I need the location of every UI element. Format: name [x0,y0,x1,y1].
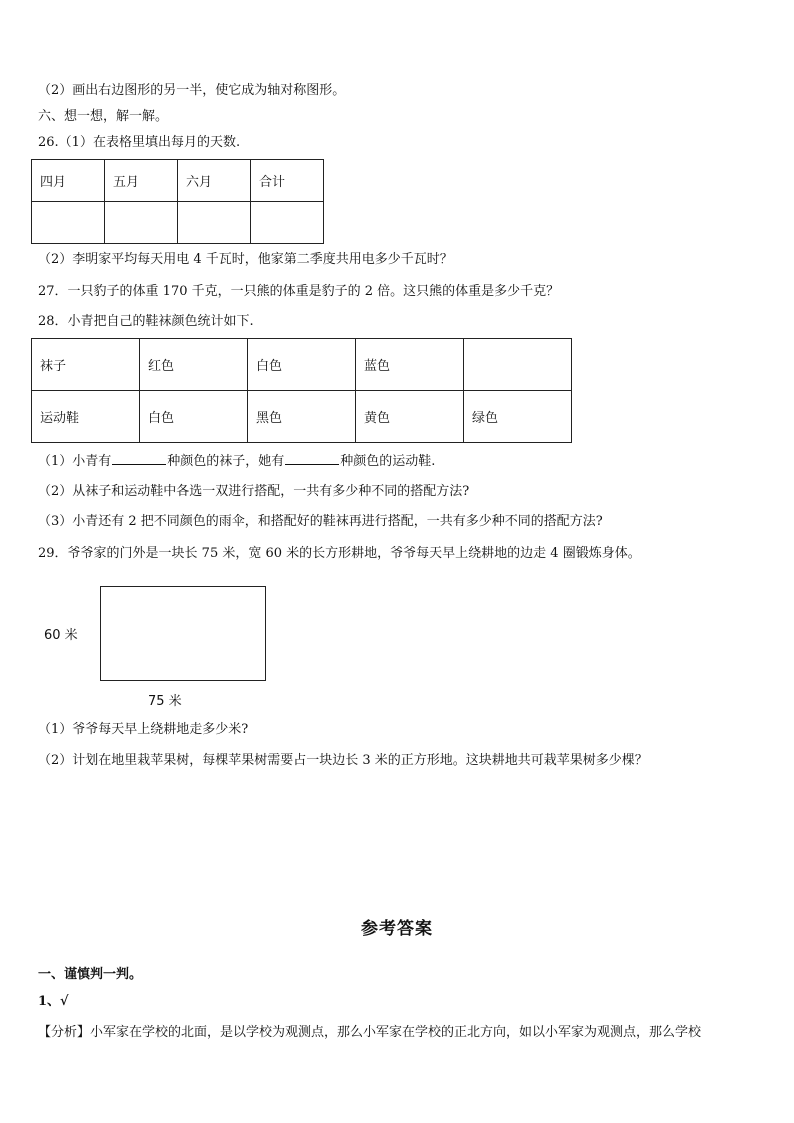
answer-item-1: 1、√ [38,994,69,1009]
table-header-june: 六月 [178,160,251,202]
q28-color-table [31,338,572,443]
q25-part2: （2）画出右边图形的另一半，使它成为轴对称图形。 [38,83,346,98]
table-cell-may-days[interactable] [105,202,178,244]
q29-part1: （1）爷爷每天早上绕耕地走多少米? [38,722,249,737]
row-label-sneakers: 运动鞋 [32,391,140,443]
table-row [32,339,572,391]
answer-analysis: 【分析】小军家在学校的北面，是以学校为观测点，那么小军家在学校的正北方向，如以小军家为观测点，那么学校 [38,1025,702,1040]
farmland-rectangle [100,586,266,681]
table-cell: 黑色 [248,391,356,443]
table-cell-total-days[interactable] [251,202,324,244]
length-label: 75 米 [148,694,182,709]
table-cell: 红色 [140,339,248,391]
table-header-april: 四月 [32,160,105,202]
table-row [32,391,572,443]
q28-part1-text-b: 种颜色的袜子，她有 [167,454,285,469]
q28-part1-text-a: （1）小青有 [38,454,112,469]
table-cell: 黄色 [356,391,464,443]
row-label-socks: 袜子 [32,339,140,391]
table-cell [464,339,572,391]
q26-prompt: 26.（1）在表格里填出每月的天数. [38,135,241,150]
table-cell: 白色 [140,391,248,443]
q27-text: 27．一只豹子的体重 170 千克，一只熊的体重是豹子的 2 倍。这只熊的体重是多少千克？ [38,284,560,299]
q29-prompt: 29．爷爷家的门外是一块长 75 米，宽 60 米的长方形耕地，爷爷每天早上绕耕地的边走 4 圈锻炼身体。 [38,546,641,561]
q28-part1 [38,452,435,471]
answer-blank-sneakers[interactable] [285,452,339,465]
q28-part2: （2）从袜子和运动鞋中各选一双进行搭配，一共有多少种不同的搭配方法? [38,484,470,499]
table-cell: 绿色 [464,391,572,443]
table-cell-april-days[interactable] [32,202,105,244]
answers-title: 参考答案 [361,919,433,939]
table-cell: 白色 [248,339,356,391]
table-header-total: 合计 [251,160,324,202]
table-cell: 蓝色 [356,339,464,391]
q26-days-table [31,159,324,244]
answers-section1: 一、谨慎判一判。 [38,967,143,982]
q28-part3: （3）小青还有 2 把不同颜色的雨伞，和搭配好的鞋袜再进行搭配，一共有多少种不同的搭配方法? [38,514,603,529]
table-cell-june-days[interactable] [178,202,251,244]
q29-part2: （2）计划在地里栽苹果树，每棵苹果树需要占一块边长 3 米的正方形地。这块耕地共可栽苹果树多少棵？ [38,753,648,768]
q28-part1-text-c: 种颜色的运动鞋. [340,454,436,469]
answer-blank-socks[interactable] [112,452,166,465]
table-header-may: 五月 [105,160,178,202]
q28-prompt: 28．小青把自己的鞋袜颜色统计如下. [38,314,254,329]
width-label: 60 米 [44,628,78,643]
q26-part2: （2）李明家平均每天用电 4 千瓦时，他家第二季度共用电多少千瓦时？ [38,252,453,267]
section6-title: 六、想一想，解一解。 [38,109,169,124]
